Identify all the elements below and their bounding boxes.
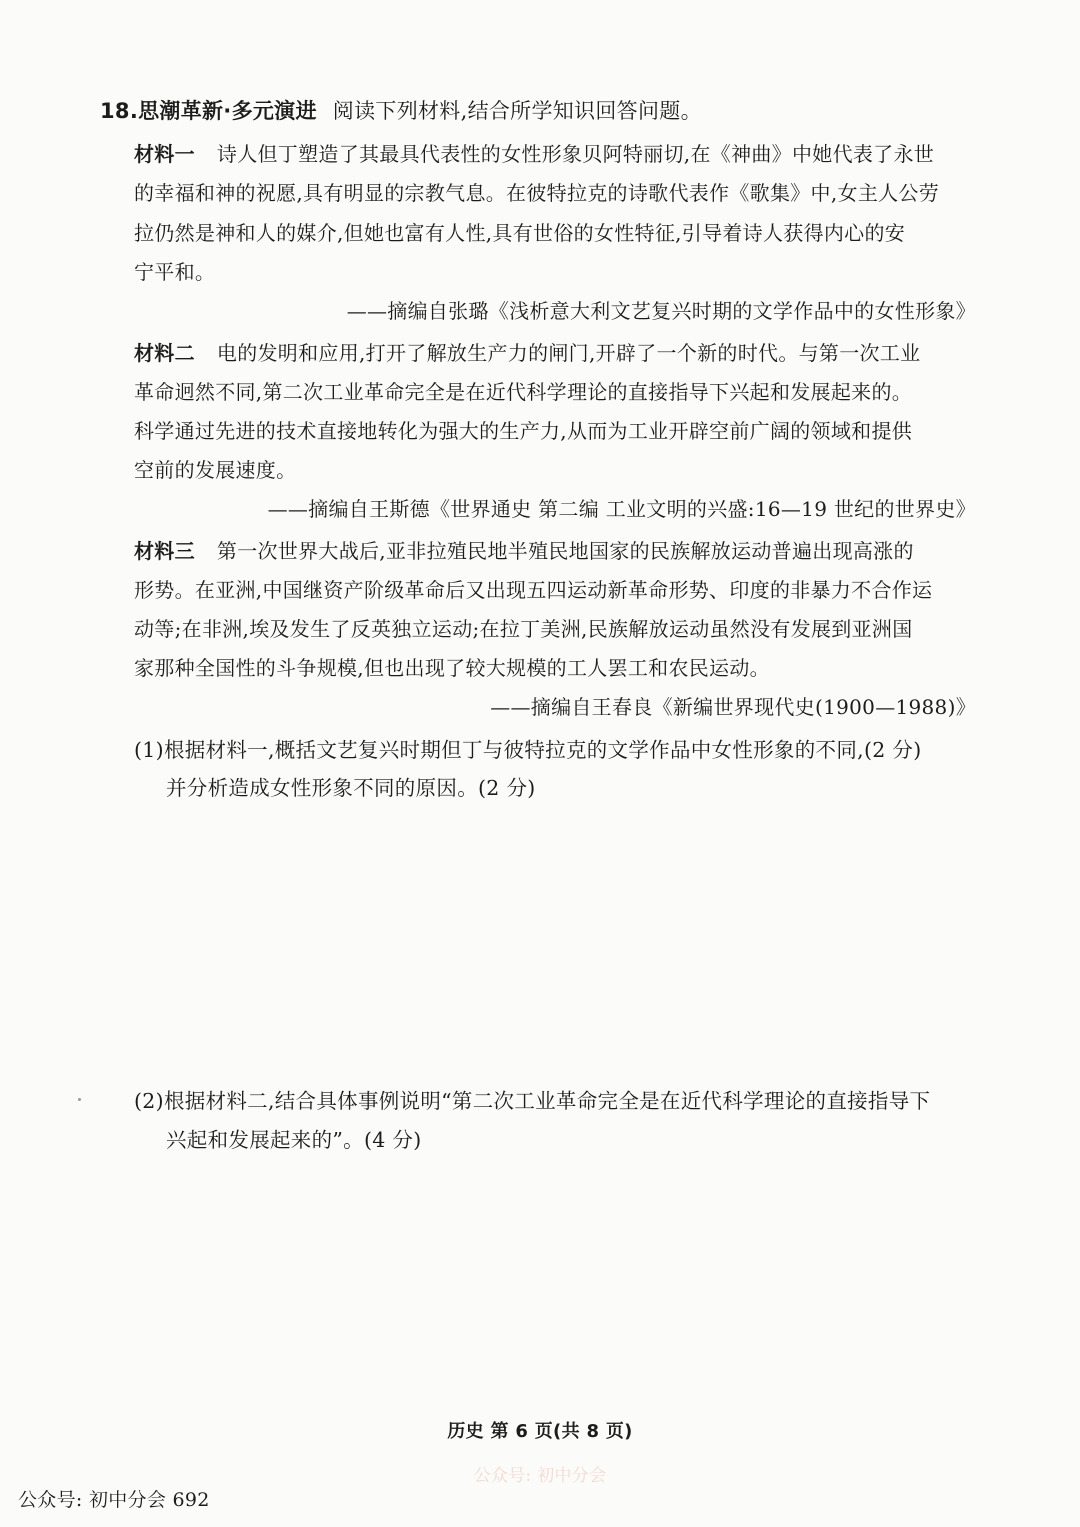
material-1-line-2: 的幸福和神的祝愿,具有明显的宗教气息。在彼特拉克的诗歌代表作《歌集》中,女主人公劳 (134, 181, 940, 205)
material-2-label: 材料二 (134, 341, 195, 365)
material-3-line-3: 动等;在非洲,埃及发生了反英独立运动;在拉丁美洲,民族解放运动虽然没有发展到亚洲国 (134, 617, 913, 641)
page-footer: 历史 第 6 页(共 8 页) (447, 1421, 633, 1442)
subquestion-2-line-2: 兴起和发展起来的”。(4 分) (166, 1128, 422, 1152)
corner-watermark: 公众号: 初中分会 692 (18, 1489, 210, 1511)
material-2-line-2: 革命迥然不同,第二次工业革命完全是在近代科学理论的直接指导下兴起和发展起来的。 (134, 380, 913, 404)
material-2-source: ——摘编自王斯德《世界通史 第二编 工业文明的兴盛:16—19 世纪的世界史》 (267, 497, 976, 521)
question-instruction: 阅读下列材料,结合所学知识回答问题。 (332, 99, 702, 123)
material-3-line-4: 家那种全国性的斗争规模,但也出现了较大规模的工人罢工和农民运动。 (134, 656, 770, 680)
material-1-line-4: 宁平和。 (134, 260, 216, 284)
material-3-line-1: 材料三 第一次世界大战后,亚非拉殖民地半殖民地国家的民族解放运动普遍出现高涨的 (134, 539, 914, 563)
subquestion-1-line-1: (1)根据材料一,概括文艺复兴时期但丁与彼特拉克的文学作品中女性形象的不同,(2 分) (134, 738, 922, 762)
scan-speck (78, 1098, 81, 1101)
question-number: 18. (100, 99, 139, 123)
material-1-label: 材料一 (134, 142, 195, 166)
material-3-line-2: 形势。在亚洲,中国继资产阶级革命后又出现五四运动新革命形势、印度的非暴力不合作运 (134, 578, 933, 602)
material-1-line-3: 拉仍然是神和人的媒介,但她也富有人性,具有世俗的女性特征,引导着诗人获得内心的安 (134, 221, 906, 245)
material-3-source: ——摘编自王春良《新编世界现代史(1900—1988)》 (490, 695, 976, 719)
material-2-line-4: 空前的发展速度。 (134, 458, 297, 482)
faint-watermark: 公众号: 初中分会 (473, 1466, 607, 1486)
material-1-source: ——摘编自张璐《浅析意大利文艺复兴时期的文学作品中的女性形象》 (346, 299, 976, 323)
material-3-label: 材料三 (134, 539, 195, 563)
question-theme: 思潮革新·多元演进 (138, 99, 317, 123)
subquestion-2-line-1: (2)根据材料二,结合具体事例说明“第二次工业革命完全是在近代科学理论的直接指导下 (134, 1089, 931, 1113)
material-2-line-1: 材料二 电的发明和应用,打开了解放生产力的闸门,开辟了一个新的时代。与第一次工业 (134, 341, 921, 365)
subquestion-1-line-2: 并分析造成女性形象不同的原因。(2 分) (166, 776, 536, 800)
question-header (100, 97, 702, 125)
material-1-line-1: 材料一 诗人但丁塑造了其最具代表性的女性形象贝阿特丽切,在《神曲》中她代表了永世 (134, 142, 935, 166)
material-2-line-3: 科学通过先进的技术直接地转化为强大的生产力,从而为工业开辟空前广阔的领域和提供 (134, 419, 913, 443)
